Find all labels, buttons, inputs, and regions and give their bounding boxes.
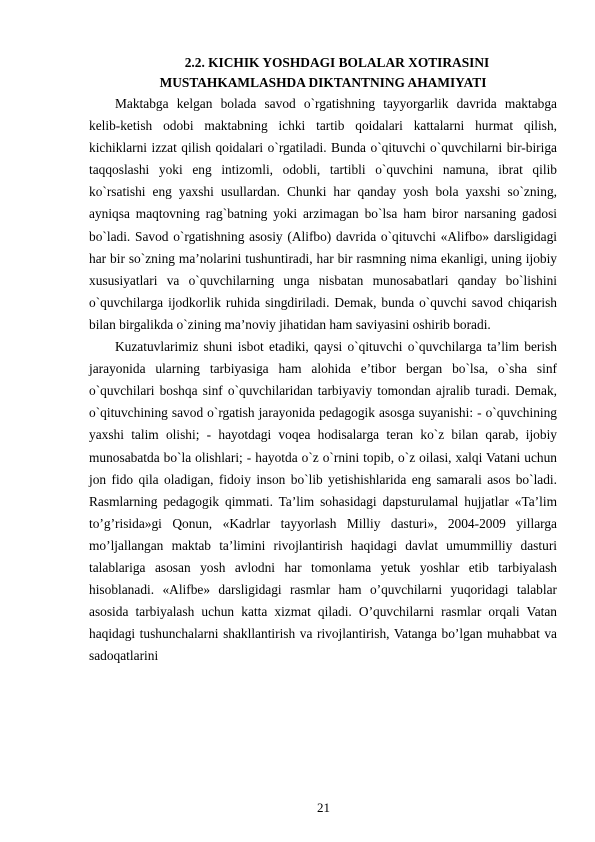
page-number: 21 xyxy=(317,800,330,815)
body-paragraph-1: Maktabga kelgan bolada savod o`rgatishning tayyorgarlik davrida maktabga kelib-ketish odobi maktabning ichki tartib qoidalari kattalarni hurmat qilish, kichiklarni izzat qilish qoidalari o`rgatiladi. Bunda o`qituvchi o`quvchilarni bir-biriga taqqoslashi yoki eng intizomli, odobli, tartibli o`quvchini namuna, ibrat qilib ko`rsatishi eng yaxshi usullardan. Chunki har qanday yosh bola yaxshi so`zning, ayniqsa maqtovning rag`batning yoki arzimagan bo`lsa ham biror narsaning gadosi bo`ladi. Savod o`rgatishning asosiy (Alifbo) davrida o`qituvchi «Alifbo» darsligidagi har bir so`zning ma’nolarini tushuntiradi, har bir rasmning nima ekanligi, uning ijobiy xususiyatlari va o`quvchilarning unga nisbatan munosabatlari qanday bo`lishini o`quvchilarga ijodkorlik ruhida singdiriladi. Demak, bunda o`quvchi savod chiqarish bilan birgalikda o`zining ma’noviy jihatidan ham saviyasini oshirib boradi. xyxy=(89,96,557,332)
section-title-line-1: 2.2. KICHIK YOSHDAGI BOLALAR XOTIRASINI xyxy=(184,55,490,70)
body-paragraph-2: Kuzatuvlarimiz shuni isbot etadiki, qaysi o`qituvchi o`quvchilarga ta’lim berish jarayonida ularning tarbiyasiga ham alohida e’tibor bergan bo`lsa, o`sha sinf o`quvchilari boshqa sinf o`quvchilaridan tarbiyaviy tomondan ajralib turadi. Demak, o`qituvchining savod o`rgatish jarayonida pedagogik asosga suyanishi: - o`quvchining yaxshi talim olishi; - hayotdagi voqea hodisalarga teran ko`z bilan qarab, ijobiy munosabatda bo`la olishlari; - hayotda o`z o`rnini topib, o`z oilasi, xalqi Vatani uchun jon fido qila oladigan, fidoiy inson bo`lib yetishishlarida eng samarali asos bo`ladi. Rasmlarning pedagogik qimmati. Ta’lim sohasidagi dapsturulamal hujjatlar «Ta’lim to’g’risida»gi Qonun, «Kadrlar tayyorlash Milliy dasturi», 2004-2009 yillarga mo’ljallangan maktab ta’limini rivojlantirish haqidagi davlat umummilliy dasturi talablariga asosan yosh avlodni har tomonlama yetuk yoshlar etib tarbiyalash hisoblanadi. «Alifbe» darsligidagi rasmlar ham o’quvchilarni yuqoridagi talablar asosida tarbiyalash uchun katta xizmat qiladi. O’quvchilarni rasmlar orqali Vatan haqidagi tushunchalarni shakllantirish va rivojlantirish, Vatanga bo’lgan muhabbat va sadoqatlarini xyxy=(89,339,557,664)
section-title-line-2: MUSTAHKAMLASHDA DIKTANTNING AHAMIYATI xyxy=(159,75,487,90)
section-title xyxy=(89,53,557,93)
document-page xyxy=(89,53,557,667)
